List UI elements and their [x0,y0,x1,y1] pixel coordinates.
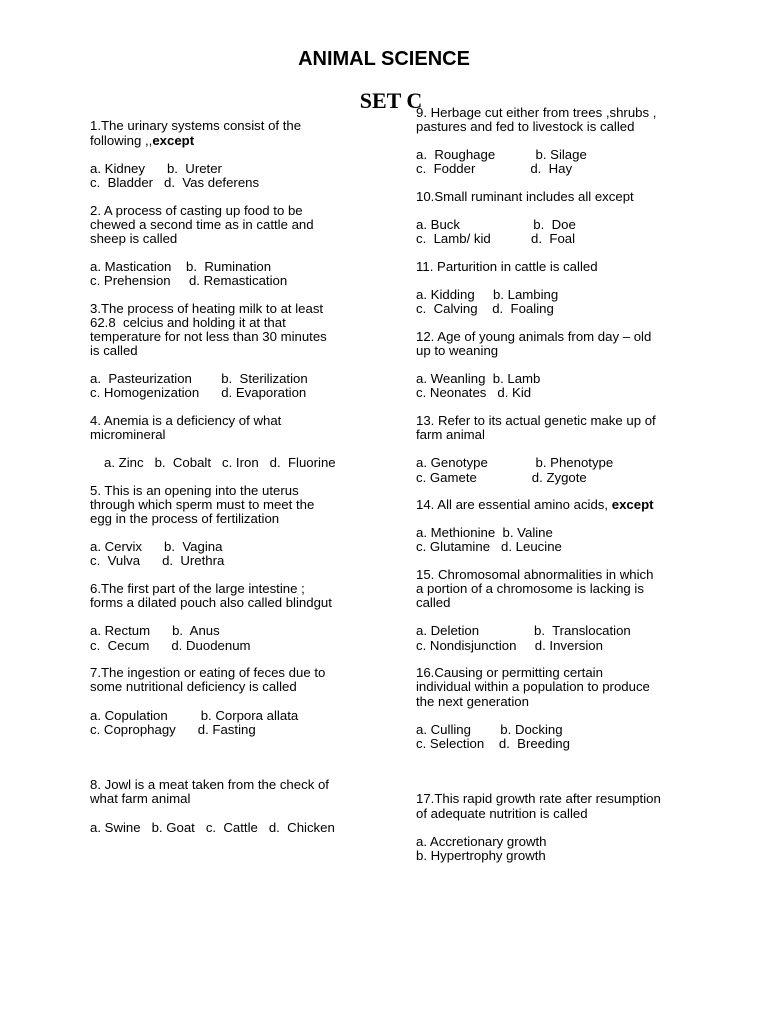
text-line: 17.This rapid growth rate after resumption [416,791,661,806]
text-line: 15. Chromosomal abnormalities in which [416,567,654,582]
text-line: c. Nondisjunction d. Inversion [416,638,603,653]
text-line: a. Pasteurization b. Sterilization [90,371,308,386]
text-line: chewed a second time as in cattle and [90,217,314,232]
text-line: c. Prehension d. Remastication [90,273,288,288]
text-line: c. Bladder d. Vas deferens [90,175,260,190]
text-line: up to weaning [416,343,499,358]
text-line: 16.Causing or permitting certain [416,665,603,680]
text-line: 8. Jowl is a meat taken from the check of [90,777,329,792]
text-line: called [416,595,451,610]
emphasis-except: except [611,497,654,512]
text-line: 6.The first part of the large intestine ; [90,581,305,596]
text-line: c. Fodder d. Hay [416,161,573,176]
text-line: a. Mastication b. Rumination [90,259,272,274]
text-line: temperature for not less than 30 minutes [90,329,327,344]
text-line: the next generation [416,694,529,709]
text-line: forms a dilated pouch also called blindgut [90,595,332,610]
text-line: 12. Age of young animals from day – old [416,329,652,344]
line-text: following ,, [90,133,153,148]
text-line: a. Rectum b. Anus [90,623,220,638]
text-line: a. Buck b. Doe [416,217,576,232]
text-line: c. Vulva d. Urethra [90,553,225,568]
text-line: c. Cecum d. Duodenum [90,638,251,653]
text-line: individual within a population to produce [416,679,650,694]
text-line: sheep is called [90,231,178,246]
emphasis-except: except [152,133,195,148]
text-line: a. Methionine b. Valine [416,525,553,540]
text-line: through which sperm must to meet the [90,497,315,512]
text-line: 3.The process of heating milk to at least [90,301,324,316]
text-line: a. Swine b. Goat c. Cattle d. Chicken [90,820,335,835]
text-line [90,134,194,148]
text-line: a. Deletion b. Translocation [416,623,631,638]
text-line: 9. Herbage cut either from trees ,shrubs , [416,105,657,120]
text-line [416,498,654,512]
text-line: farm animal [416,427,485,442]
text-line: a. Genotype b. Phenotype [416,455,614,470]
text-line: micromineral [90,427,166,442]
text-line: a. Kidding b. Lambing [416,287,559,302]
text-line: 13. Refer to its actual genetic make up of [416,413,656,428]
text-line: a. Roughage b. Silage [416,147,587,162]
page-title: ANIMAL SCIENCE [298,48,470,70]
text-line: a. Zinc b. Cobalt c. Iron d. Fluorine [104,455,336,470]
text-line: c. Neonates d. Kid [416,385,532,400]
text-line: c. Selection d. Breeding [416,736,570,751]
text-line: a. Weanling b. Lamb [416,371,541,386]
text-line: c. Homogenization d. Evaporation [90,385,307,400]
text-line: 10.Small ruminant includes all except [416,189,634,204]
text-line: c. Lamb/ kid d. Foal [416,231,576,246]
text-line: a portion of a chromosome is lacking is [416,581,644,596]
set-heading: SET C [359,88,423,113]
text-line: a. Accretionary growth [416,834,547,849]
text-line: 5. This is an opening into the uterus [90,483,299,498]
text-line: a. Copulation b. Corpora allata [90,708,299,723]
text-line: c. Calving d. Foaling [416,301,554,316]
text-line: 1.The urinary systems consist of the [90,118,302,133]
text-line: b. Hypertrophy growth [416,848,546,863]
text-line: 7.The ingestion or eating of feces due to [90,665,326,680]
text-line: 2. A process of casting up food to be [90,203,303,218]
text-line: c. Coprophagy d. Fasting [90,722,256,737]
text-line: some nutritional deficiency is called [90,679,297,694]
text-line: is called [90,343,138,358]
text-line: 4. Anemia is a deficiency of what [90,413,282,428]
text-line: c. Gamete d. Zygote [416,470,587,485]
text-line: of adequate nutrition is called [416,806,588,821]
text-line: 62.8 celcius and holding it at that [90,315,286,330]
text-line: c. Glutamine d. Leucine [416,539,562,554]
text-line: a. Cervix b. Vagina [90,539,223,554]
text-line: pastures and fed to livestock is called [416,119,635,134]
text-line: what farm animal [90,791,191,806]
text-line: a. Kidney b. Ureter [90,161,222,176]
text-line: a. Culling b. Docking [416,722,563,737]
text-line: 11. Parturition in cattle is called [416,259,598,274]
text-line: egg in the process of fertilization [90,511,280,526]
line-text: 14. All are essential amino acids, [416,497,612,512]
